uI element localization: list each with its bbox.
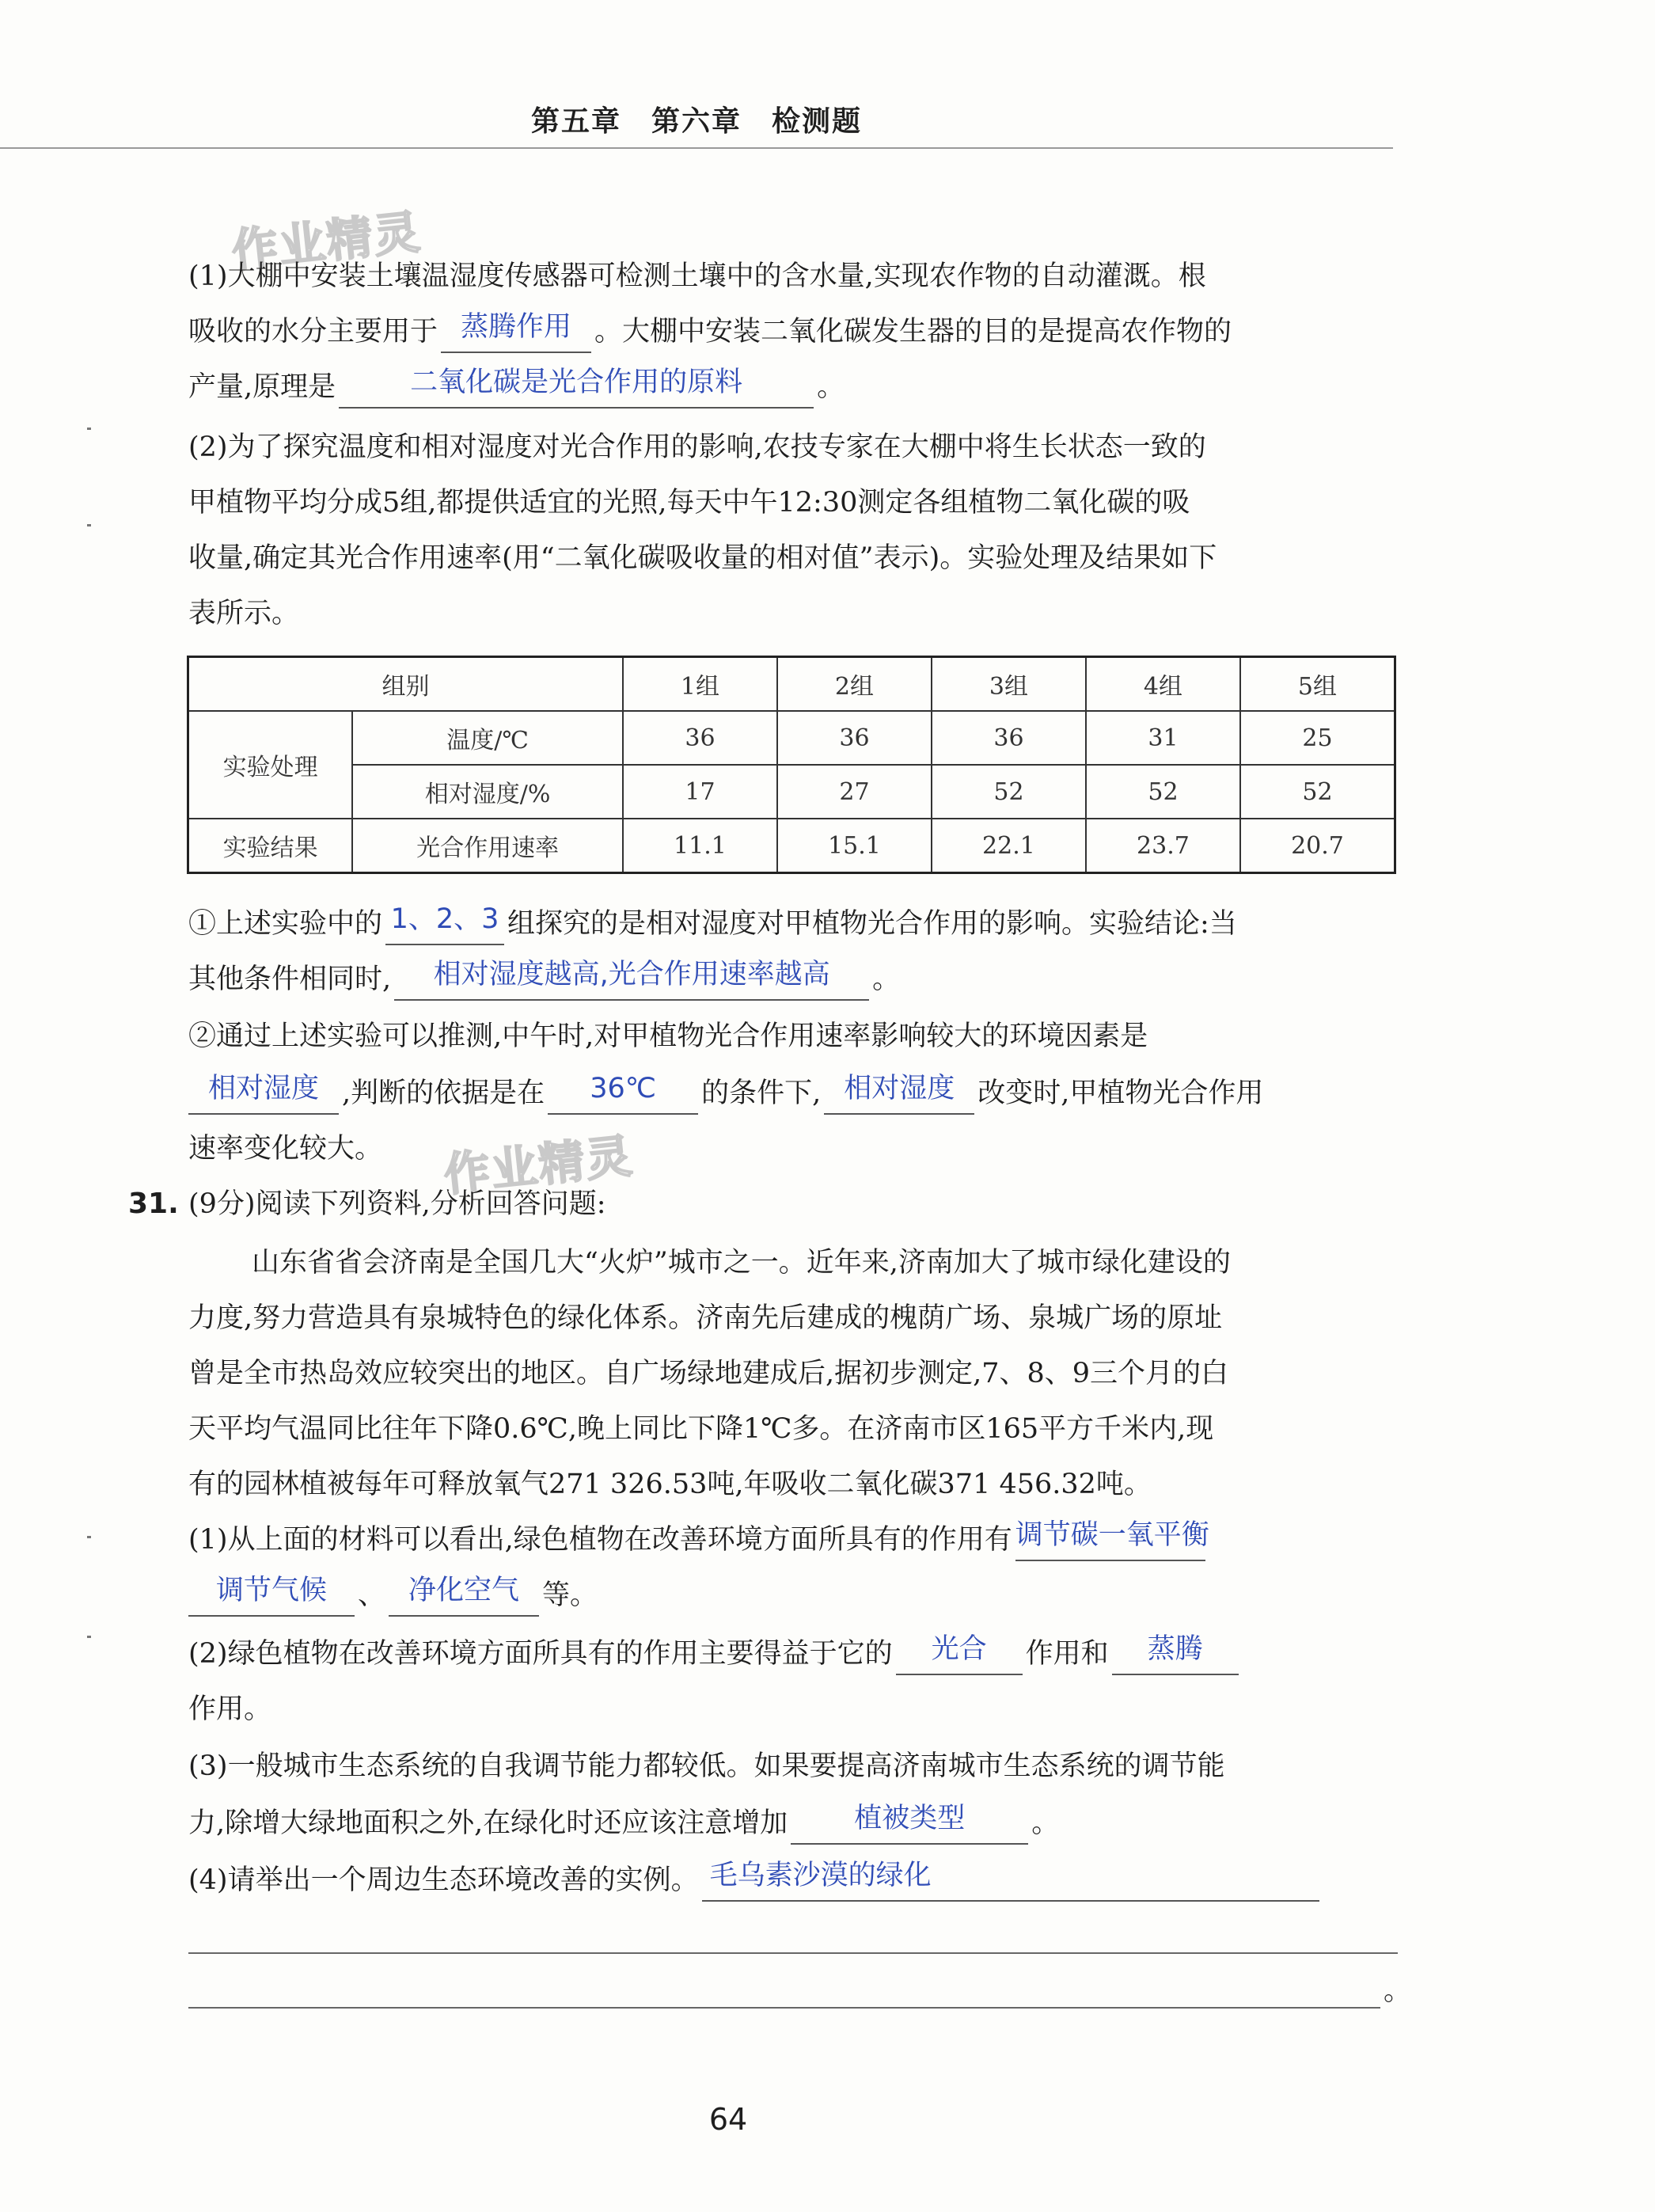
handwritten-answer: 相对湿度: [844, 1073, 955, 1104]
table-row: [188, 657, 1395, 712]
q31-part2-line2: 作用。: [188, 1693, 272, 1725]
table-row: [188, 819, 1395, 873]
q30-part2-line3: 收量,确定其光合作用速率(用“二氧化碳吸收量的相对值”表示)。实验处理及结果如下: [188, 542, 1217, 574]
answer-blank[interactable]: [385, 903, 504, 945]
answer-blank[interactable]: [394, 959, 869, 1001]
watermark-logo: 作业精灵: [229, 204, 424, 279]
q31-part3-line1: (3)一般城市生态系统的自我调节能力都较低。如果要提高济南城市生态系统的调节能: [188, 1750, 1225, 1782]
table-header-cell: 5组: [1240, 657, 1395, 712]
table-cell: 36: [932, 711, 1086, 765]
table-cell: 52: [932, 765, 1086, 819]
q31-part1-text: 、: [358, 1579, 386, 1611]
q30-sub2-line2: [188, 1073, 1264, 1115]
q30-part1-text: 产量,原理是: [188, 371, 336, 403]
q31-part4-line1: [188, 1860, 1323, 1902]
q31-part3-text: 。: [1031, 1807, 1060, 1839]
table-header-cell: 组别: [188, 657, 623, 712]
q31-part2-text: (2)绿色植物在改善环境方面所具有的作用主要得益于它的: [188, 1638, 893, 1670]
table-cell: 17: [623, 765, 777, 819]
q30-sub2-line3: 速率变化较大。: [188, 1133, 383, 1165]
q31-part1-text: (1)从上面的材料可以看出,绿色植物在改善环境方面所具有的作用有: [188, 1524, 1012, 1556]
table-cell: 22.1: [932, 819, 1086, 873]
table-cell: 23.7: [1086, 819, 1240, 873]
q30-sub1-text: 。: [872, 963, 901, 995]
q30-part1-line3: [188, 367, 845, 409]
answer-line[interactable]: [188, 2007, 1380, 2009]
q31-passage-line: 天平均气温同比往年下降0.6℃,晚上同比下降1℃多。在济南市区165平方千米内,现: [188, 1413, 1214, 1445]
answer-blank[interactable]: [791, 1803, 1028, 1845]
table-cell: 20.7: [1240, 819, 1395, 873]
q30-sub2-text: ,判断的依据是在: [342, 1077, 545, 1109]
answer-blank[interactable]: [548, 1073, 698, 1115]
answer-blank[interactable]: [1015, 1519, 1209, 1561]
answer-blank[interactable]: [896, 1633, 1023, 1675]
margin-mark: [87, 1636, 91, 1638]
answer-line[interactable]: [188, 1952, 1398, 1954]
q31-part3-text: 力,除增大绿地面积之外,在绿化时还应该注意增加: [188, 1807, 788, 1839]
q31-part4-text: (4)请举出一个周边生态环境改善的实例。: [188, 1864, 699, 1896]
header-rule: [0, 147, 1393, 149]
q30-part2-line2: 甲植物平均分成5组,都提供适宜的光照,每天中午12:30测定各组植物二氧化碳的吸: [188, 487, 1190, 519]
handwritten-answer: 调节气候: [215, 1575, 327, 1606]
q30-part2-line4: 表所示。: [188, 598, 300, 629]
table-header-cell: 3组: [932, 657, 1086, 712]
answer-blank[interactable]: [824, 1073, 974, 1115]
table-row-label: 温度/℃: [352, 711, 623, 765]
answer-blank[interactable]: [702, 1860, 1319, 1902]
q31-intro: (9分)阅读下列资料,分析回答问题:: [188, 1188, 606, 1220]
q30-sub1-text: 其他条件相同时,: [188, 963, 392, 995]
q31-part4-end: 。: [1384, 1975, 1412, 2007]
q30-sub1-line2: [188, 959, 901, 1001]
handwritten-answer: 相对湿度越高,光合作用速率越高: [433, 959, 830, 990]
q30-part1-line2: [188, 311, 1232, 353]
table-row-label: 实验结果: [188, 819, 353, 873]
margin-mark: [87, 428, 91, 430]
handwritten-answer: 相对湿度: [207, 1073, 319, 1104]
table-cell: 15.1: [777, 819, 932, 873]
q30-sub2-text: 的条件下,: [701, 1077, 822, 1109]
table-row: [188, 711, 1395, 765]
q31-passage-line: 曾是全市热岛效应较突出的地区。自广场绿地建成后,据初步测定,7、8、9三个月的白: [188, 1358, 1229, 1389]
handwritten-answer: 二氧化碳是光合作用的原料: [410, 367, 743, 398]
answer-blank[interactable]: [389, 1575, 539, 1617]
q31-part2-line1: [188, 1633, 1242, 1675]
q30-part1-text: 。大棚中安装二氧化碳发生器的目的是提高农作物的: [594, 316, 1232, 348]
handwritten-answer: 植被类型: [854, 1803, 966, 1834]
margin-mark: [87, 524, 91, 526]
q30-sub1-text: ①上述实验中的: [188, 908, 383, 940]
answer-blank[interactable]: [188, 1575, 355, 1617]
q30-part1-text: 吸收的水分主要用于: [188, 316, 438, 348]
q31-passage-line: 有的园林植被每年可释放氧气271 326.53吨,年吸收二氧化碳371 456.32吨。: [188, 1469, 1152, 1500]
q31-passage-line: 山东省省会济南是全国几大“火炉”城市之一。近年来,济南加大了城市绿化建设的: [252, 1247, 1231, 1279]
q30-sub2-line1: ②通过上述实验可以推测,中午时,对甲植物光合作用速率影响较大的环境因素是: [188, 1020, 1148, 1052]
q31-passage-line: 力度,努力营造具有泉城特色的绿化体系。济南先后建成的槐荫广场、泉城广场的原址: [188, 1302, 1223, 1334]
table-cell: 36: [777, 711, 932, 765]
q30-sub2-text: 改变时,甲植物光合作用: [977, 1077, 1264, 1109]
table-row-label: 实验处理: [188, 711, 353, 819]
handwritten-answer: 蒸腾作用: [461, 311, 572, 343]
q31-part3-line2: [188, 1803, 1060, 1845]
q31-part1-text: 等。: [542, 1579, 598, 1611]
experiment-table: [187, 656, 1396, 874]
q30-sub1-line1: [188, 903, 1237, 945]
handwritten-answer: 净化空气: [408, 1575, 520, 1606]
table-row-label: 相对湿度/%: [352, 765, 623, 819]
table-row: [188, 765, 1395, 819]
handwritten-answer: 1、2、3: [390, 903, 499, 935]
handwritten-answer: 36℃: [590, 1073, 657, 1104]
page-number: 64: [708, 2102, 748, 2137]
q31-part2-text: 作用和: [1025, 1638, 1109, 1670]
handwritten-answer: 毛乌素沙漠的绿化: [709, 1860, 932, 1891]
q30-part1-line1: (1)大棚中安装土壤温湿度传感器可检测土壤中的含水量,实现农作物的自动灌溉。根: [188, 260, 1206, 292]
table-cell: 27: [777, 765, 932, 819]
table-header-cell: 4组: [1086, 657, 1240, 712]
table-cell: 25: [1240, 711, 1395, 765]
table-cell: 52: [1240, 765, 1395, 819]
handwritten-answer: 蒸腾: [1147, 1633, 1203, 1665]
q31-part1-line2: [188, 1575, 598, 1617]
table-header-cell: 2组: [777, 657, 932, 712]
answer-blank[interactable]: [1112, 1633, 1239, 1675]
q31-part1-line1: [188, 1519, 1209, 1561]
page-header-title: 第五章 第六章 检测题: [530, 105, 862, 138]
table-cell: 36: [623, 711, 777, 765]
margin-mark: [87, 1536, 91, 1538]
table-row-label: 光合作用速率: [352, 819, 623, 873]
table-cell: 11.1: [623, 819, 777, 873]
handwritten-answer: 光合: [931, 1633, 987, 1665]
question-number: 31.: [128, 1188, 179, 1220]
watermark-logo: 作业精灵: [441, 1128, 636, 1203]
handwritten-answer: 调节碳一氧平衡: [1015, 1519, 1209, 1551]
q30-part1-text: 。: [817, 371, 845, 403]
table-cell: 52: [1086, 765, 1240, 819]
q30-sub1-text: 组探究的是相对湿度对甲植物光合作用的影响。实验结论:当: [507, 908, 1237, 940]
table-cell: 31: [1086, 711, 1240, 765]
answer-blank[interactable]: [188, 1073, 339, 1115]
answer-blank[interactable]: [339, 367, 814, 409]
table-header-cell: 1组: [623, 657, 777, 712]
q30-part2-line1: (2)为了探究温度和相对湿度对光合作用的影响,农技专家在大棚中将生长状态一致的: [188, 431, 1206, 463]
answer-blank[interactable]: [441, 311, 591, 353]
